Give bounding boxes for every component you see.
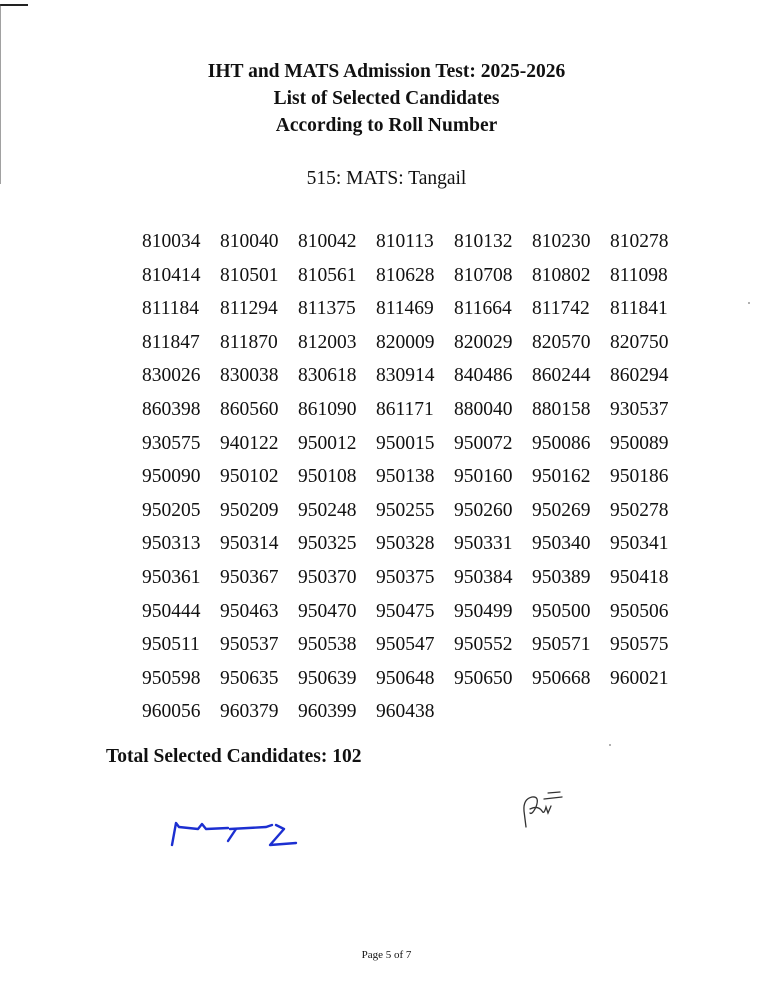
roll-number: 860560 bbox=[220, 398, 279, 420]
roll-number: 950537 bbox=[220, 634, 279, 656]
roll-number: 880158 bbox=[532, 398, 591, 420]
signature-right bbox=[518, 785, 570, 831]
roll-number: 950575 bbox=[610, 634, 669, 656]
roll-number: 811098 bbox=[610, 264, 668, 286]
roll-number: 950506 bbox=[610, 600, 669, 622]
roll-number: 820570 bbox=[532, 331, 591, 353]
roll-number: 810561 bbox=[298, 264, 357, 286]
roll-number: 950325 bbox=[298, 533, 357, 555]
roll-number: 950186 bbox=[610, 466, 669, 488]
scan-speck bbox=[748, 302, 750, 304]
roll-number: 810132 bbox=[454, 231, 513, 252]
total-selected-label: Total Selected Candidates: 102 bbox=[106, 746, 362, 767]
roll-number-grid bbox=[142, 230, 688, 734]
roll-number: 950015 bbox=[376, 432, 435, 454]
roll-number: 950072 bbox=[454, 432, 513, 454]
document-sort-note: According to Roll Number bbox=[275, 115, 498, 136]
roll-number: 950648 bbox=[376, 667, 435, 689]
roll-number: 950650 bbox=[454, 667, 513, 689]
roll-number: 811469 bbox=[376, 298, 434, 320]
roll-number: 930537 bbox=[610, 398, 669, 420]
roll-number: 950389 bbox=[532, 566, 591, 588]
roll-number: 810278 bbox=[610, 231, 669, 252]
roll-number: 810501 bbox=[220, 264, 279, 286]
roll-number: 860244 bbox=[532, 365, 591, 387]
roll-number: 830026 bbox=[142, 365, 201, 387]
roll-number: 810042 bbox=[298, 231, 357, 252]
roll-number: 811847 bbox=[142, 331, 200, 353]
roll-number: 950511 bbox=[142, 634, 200, 656]
roll-number: 861090 bbox=[298, 398, 357, 420]
roll-number: 950375 bbox=[376, 566, 435, 588]
roll-number: 950012 bbox=[298, 432, 357, 454]
roll-number: 830914 bbox=[376, 365, 435, 387]
roll-number: 820029 bbox=[454, 331, 513, 353]
roll-number: 960056 bbox=[142, 701, 201, 723]
roll-number: 880040 bbox=[454, 398, 513, 420]
roll-number: 950547 bbox=[376, 634, 435, 656]
roll-number: 950470 bbox=[298, 600, 357, 622]
roll-number: 940122 bbox=[220, 432, 279, 454]
roll-number: 950341 bbox=[610, 533, 669, 555]
roll-number: 820009 bbox=[376, 331, 435, 353]
roll-number: 811870 bbox=[220, 331, 278, 353]
roll-number: 950209 bbox=[220, 499, 279, 521]
roll-number: 950278 bbox=[610, 499, 669, 521]
document-subtitle: List of Selected Candidates bbox=[273, 88, 500, 109]
roll-number: 812003 bbox=[298, 331, 357, 353]
roll-number: 950108 bbox=[298, 466, 357, 488]
roll-number: 950089 bbox=[610, 432, 669, 454]
roll-number: 950260 bbox=[454, 499, 513, 521]
roll-number: 950248 bbox=[298, 499, 357, 521]
roll-number: 811664 bbox=[454, 298, 512, 320]
roll-number: 950367 bbox=[220, 566, 279, 588]
scan-speck bbox=[609, 744, 611, 746]
roll-number: 950475 bbox=[376, 600, 435, 622]
roll-number: 950500 bbox=[532, 600, 591, 622]
roll-number: 840486 bbox=[454, 365, 513, 387]
roll-number: 830038 bbox=[220, 365, 279, 387]
roll-number: 930575 bbox=[142, 432, 201, 454]
roll-number: 950328 bbox=[376, 533, 435, 555]
roll-number: 811841 bbox=[610, 298, 668, 320]
roll-number: 820750 bbox=[610, 331, 669, 353]
roll-number: 810708 bbox=[454, 264, 513, 286]
roll-number: 950463 bbox=[220, 600, 279, 622]
roll-number: 950086 bbox=[532, 432, 591, 454]
roll-number: 811184 bbox=[142, 298, 200, 320]
roll-number: 810802 bbox=[532, 264, 591, 286]
roll-number: 950444 bbox=[142, 600, 201, 622]
roll-number: 950090 bbox=[142, 466, 201, 488]
roll-number: 950313 bbox=[142, 533, 201, 555]
roll-number: 960399 bbox=[298, 701, 357, 723]
roll-number: 950331 bbox=[454, 533, 513, 555]
roll-number: 950668 bbox=[532, 667, 591, 689]
roll-number: 950314 bbox=[220, 533, 279, 555]
roll-number: 960379 bbox=[220, 701, 279, 723]
roll-number: 860294 bbox=[610, 365, 669, 387]
roll-number: 950269 bbox=[532, 499, 591, 521]
roll-number: 950361 bbox=[142, 566, 201, 588]
roll-number: 950418 bbox=[610, 566, 669, 588]
roll-number: 830618 bbox=[298, 365, 357, 387]
roll-number: 810230 bbox=[532, 231, 591, 252]
document-title: IHT and MATS Admission Test: 2025-2026 bbox=[207, 61, 566, 82]
roll-number: 811375 bbox=[298, 298, 356, 320]
roll-number: 811742 bbox=[532, 298, 590, 320]
roll-number: 950598 bbox=[142, 667, 201, 689]
roll-number: 861171 bbox=[376, 398, 434, 420]
page-number: Page 5 of 7 bbox=[361, 949, 412, 961]
roll-number: 950138 bbox=[376, 466, 435, 488]
roll-number: 950160 bbox=[454, 466, 513, 488]
roll-number: 810628 bbox=[376, 264, 435, 286]
roll-number: 810040 bbox=[220, 231, 279, 252]
center-code-label: 515: MATS: Tangail bbox=[306, 168, 467, 189]
roll-number: 950639 bbox=[298, 667, 357, 689]
roll-number: 950205 bbox=[142, 499, 201, 521]
roll-number: 950102 bbox=[220, 466, 279, 488]
signature-left bbox=[168, 815, 298, 855]
scan-edge-mark bbox=[0, 4, 28, 6]
roll-number: 950499 bbox=[454, 600, 513, 622]
roll-number: 950340 bbox=[532, 533, 591, 555]
roll-number: 950635 bbox=[220, 667, 279, 689]
roll-number: 811294 bbox=[220, 298, 278, 320]
roll-number: 810034 bbox=[142, 231, 201, 252]
roll-number: 950538 bbox=[298, 634, 357, 656]
document-header bbox=[0, 58, 773, 139]
roll-number: 810113 bbox=[376, 231, 434, 252]
roll-number: 950162 bbox=[532, 466, 591, 488]
roll-number: 950370 bbox=[298, 566, 357, 588]
roll-number: 950384 bbox=[454, 566, 513, 588]
roll-number: 810414 bbox=[142, 264, 201, 286]
roll-number: 950255 bbox=[376, 499, 435, 521]
roll-number: 960438 bbox=[376, 701, 435, 723]
roll-number: 860398 bbox=[142, 398, 201, 420]
roll-number: 950552 bbox=[454, 634, 513, 656]
roll-number: 960021 bbox=[610, 667, 669, 689]
roll-number: 950571 bbox=[532, 634, 591, 656]
